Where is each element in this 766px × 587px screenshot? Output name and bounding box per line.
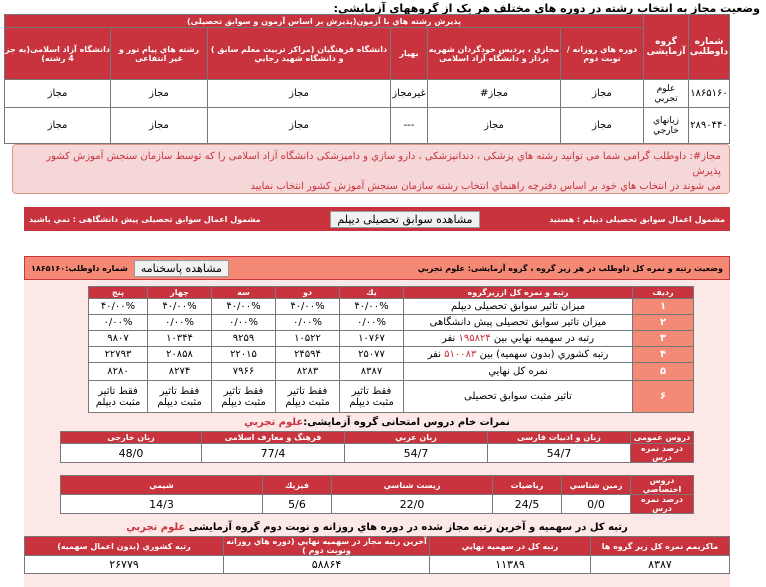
special-col-header: شيمي bbox=[61, 476, 263, 495]
col-daily-header: دوره هاي روزانه / نوبت دوم bbox=[561, 28, 644, 80]
candidate-number: شماره داوطلب:۱۸۶۵۱۶۰ bbox=[31, 263, 128, 273]
rank-col-header: رتبه و نمره كل اززيرگروه bbox=[404, 287, 633, 299]
status-cell: مجاز bbox=[111, 80, 208, 108]
table-cell: ۸۲۸۳ bbox=[276, 363, 340, 381]
col-group-header: گروه آزمایشی bbox=[644, 15, 689, 80]
page-title: وضعیت مجاز به انتخاب رشته در دوره هاي مختلف هر یک از گروههاي آزمایشی: bbox=[333, 2, 760, 15]
table-cell: 14/3 bbox=[61, 495, 263, 514]
row-label: درصد نمره درس bbox=[631, 495, 694, 514]
table-cell: ۷۹۶۶ bbox=[212, 363, 276, 381]
label-text: رتبه در سهميه نهايي بين bbox=[490, 333, 595, 344]
row-number: ۱ bbox=[633, 299, 694, 315]
final-col-header: رتبه كل در سهميه نهايي bbox=[430, 537, 591, 556]
row-number: ۶ bbox=[633, 381, 694, 413]
final-rank-title-text: رتبه کل در سهمیه و آخرین رتبه مجاز شده در دوره هاي روزانه و نوبت دوم گروه آزمايشی bbox=[188, 522, 628, 533]
view-diploma-records-button[interactable]: مشاهده سوابق تحصيلی ديپلم bbox=[330, 211, 479, 228]
table-cell: 54/7 bbox=[345, 444, 488, 463]
table-cell: ۴۰/۰۰% bbox=[276, 299, 340, 315]
special-col-header: رياضيات bbox=[493, 476, 562, 495]
table-cell: ۲۲۰۱۵ bbox=[212, 347, 276, 363]
table-cell: ۰/۰۰% bbox=[148, 315, 212, 331]
diploma-status-text: مشمول اعمال سوابق تحصيلی ديپلم : هستيد bbox=[549, 214, 725, 224]
table-cell: 48/0 bbox=[61, 444, 202, 463]
table-row bbox=[89, 381, 694, 413]
rank-col-header: چهار bbox=[148, 287, 212, 299]
table-cell: ۲۶۷۷۹ bbox=[25, 556, 224, 574]
general-col-header: زبان خارجی bbox=[61, 432, 202, 444]
table-cell: ۲۲۷۹۳ bbox=[89, 347, 148, 363]
table-cell: فقط تاثير مثبت ديپلم bbox=[340, 381, 404, 413]
col-farhangian-header: دانشگاه فرهنگيان (مراكز تربيت معلم سابق ) و دانشگاه شهيد رجايي bbox=[208, 28, 391, 80]
table-row bbox=[61, 444, 694, 463]
table-row bbox=[89, 315, 694, 331]
notice-line-2: می شوند در انتخاب هاي خود بر اساس دفترچه راهنماي انتخاب رشته سازمان سنجش آموزش كشور انتخاب نماييد bbox=[250, 181, 721, 192]
row-label bbox=[404, 347, 633, 363]
special-col-header: دروس اختصاصي bbox=[631, 476, 694, 495]
table-cell: ۲۰۸۵۸ bbox=[148, 347, 212, 363]
table-row bbox=[25, 556, 730, 574]
table-cell: ۴۰/۰۰% bbox=[89, 299, 148, 315]
final-col-header: آخرين رتبه مجاز در سهميه نهايي (دوره هاي روزانه ونوبت دوم ) bbox=[224, 537, 430, 556]
diploma-status-bar bbox=[24, 207, 730, 231]
row-number: ۴ bbox=[633, 347, 694, 363]
table-cell: فقط تاثير مثبت ديپلم bbox=[89, 381, 148, 413]
table-cell: ۲۴۵۹۴ bbox=[276, 347, 340, 363]
row-label: نمره كل نهايي bbox=[404, 363, 633, 381]
status-cell: مجاز bbox=[561, 80, 644, 108]
rank-col-header: دو bbox=[276, 287, 340, 299]
rank-panel bbox=[24, 256, 730, 587]
col-paramedical-header: مجازي ، پرديس خودگردان شهريه پرداز و دانشگاه آزاد اسلامی bbox=[428, 28, 561, 80]
status-cell: مجاز bbox=[5, 108, 111, 144]
row-label: درصد نمره درس bbox=[631, 444, 694, 463]
candidate-id: ۱۸۶۵۱۶۰ bbox=[689, 80, 730, 108]
row-label: تاثير مثبت سوابق تحصيلی bbox=[404, 381, 633, 413]
special-col-header: زيست شناسي bbox=[332, 476, 493, 495]
notice-box bbox=[12, 144, 730, 194]
general-courses-table bbox=[60, 431, 694, 463]
general-col-header: فرهنگ و معارف اسلامی bbox=[202, 432, 345, 444]
status-cell: مجاز# bbox=[428, 80, 561, 108]
general-col-header: دروس عمومی bbox=[631, 432, 694, 444]
table-cell: 0/0 bbox=[562, 495, 631, 514]
col-azad-header: دانشگاه آزاد اسلامی(به جز 4 رشته) bbox=[5, 28, 111, 80]
raw-scores-title bbox=[24, 417, 730, 428]
table-row bbox=[89, 331, 694, 347]
general-col-header: زبان و ادبيات فارسی bbox=[488, 432, 631, 444]
table-cell: ۱۱۳۸۹ bbox=[430, 556, 591, 574]
table-cell: ۹۸۰۷ bbox=[89, 331, 148, 347]
status-cell: مجاز bbox=[428, 108, 561, 144]
notice-line-1: مجاز#: داوطلب گرامی شما می توانید رشته هاي پزشکی ، دندانپزشکی ، دارو سازي و دامپزشکی دانشگاه آزاد اسلامی را كه توسط سازمان سنجش آموزش كشور پذيرش bbox=[46, 151, 721, 177]
table-cell: ۱۰۳۴۴ bbox=[148, 331, 212, 347]
table-cell: فقط تاثير مثبت ديپلم bbox=[212, 381, 276, 413]
candidate-id: ۲۸۹۰۴۴۰ bbox=[689, 108, 730, 144]
table-cell: ۴۰/۰۰% bbox=[212, 299, 276, 315]
table-cell: ۲۵۰۷۷ bbox=[340, 347, 404, 363]
label-text: رتبه كشوري (بدون سهميه) بين bbox=[476, 349, 609, 360]
rank-header-title: وضعیت رتبه و نمره کل داوطلب در هر زیر گروه ، گروه آزمایشی: علوم تجربي bbox=[417, 263, 723, 273]
table-cell: 22/0 bbox=[332, 495, 493, 514]
table-cell: فقط تاثير مثبت ديپلم bbox=[148, 381, 212, 413]
row-label: ميزان تاثير سوابق تحصيلی ديپلم bbox=[404, 299, 633, 315]
rank-col-header: يك bbox=[340, 287, 404, 299]
group-name: زبانهاي خارجي bbox=[644, 108, 689, 144]
table-cell: فقط تاثير مثبت ديپلم bbox=[276, 381, 340, 413]
row-number: ۲ bbox=[633, 315, 694, 331]
table-cell: ۸۲۸۰ bbox=[89, 363, 148, 381]
table-cell: ۵۸۸۶۴ bbox=[224, 556, 430, 574]
table-cell: ۰/۰۰% bbox=[212, 315, 276, 331]
label-text: نفر bbox=[441, 333, 459, 344]
preuniversity-status-text: مشمول اعمال سوابق تحصيلی پيش دانشگاهی : نمي باشيد bbox=[29, 214, 261, 224]
table-row bbox=[5, 80, 730, 108]
raw-scores-title-text: نمرات خام دروس امتحانی گروه آزمايشی: bbox=[303, 417, 510, 428]
general-col-header: زبان عربي bbox=[345, 432, 488, 444]
row-label: ميزان تاثير سوابق تحصيلی پيش دانشگاهی bbox=[404, 315, 633, 331]
special-col-header: فيزيك bbox=[263, 476, 332, 495]
table-cell: 5/6 bbox=[263, 495, 332, 514]
rank-header bbox=[24, 256, 730, 280]
group-name: علوم تجربي bbox=[644, 80, 689, 108]
final-col-header: رتبه كشوري (بدون اعمال سهميه) bbox=[25, 537, 224, 556]
rank-col-header: پنج bbox=[89, 287, 148, 299]
label-count: ۵۱۰۰۸۳ bbox=[444, 349, 477, 360]
final-rank-table bbox=[24, 536, 730, 574]
table-cell: ۸۲۷۴ bbox=[148, 363, 212, 381]
final-col-header: ماكزيمم نمره كل زير گروه ها bbox=[591, 537, 730, 556]
row-number: ۵ bbox=[633, 363, 694, 381]
table-cell: 54/7 bbox=[488, 444, 631, 463]
table-cell: ۸۳۸۷ bbox=[340, 363, 404, 381]
table-row bbox=[89, 299, 694, 315]
label-count: ۱۹۵۸۲۴ bbox=[458, 333, 491, 344]
table-cell: ۴۰/۰۰% bbox=[340, 299, 404, 315]
table-cell: ۰/۰۰% bbox=[89, 315, 148, 331]
table-row bbox=[5, 108, 730, 144]
rank-table bbox=[88, 286, 694, 413]
table-row bbox=[89, 347, 694, 363]
table-cell: ۰/۰۰% bbox=[276, 315, 340, 331]
status-cell: --- bbox=[391, 108, 428, 144]
label-text: نفر bbox=[427, 349, 445, 360]
col-payamnoor-header: رشته هاي پيام نور و غیر انتفاعی bbox=[111, 28, 208, 80]
special-courses-table bbox=[60, 475, 694, 514]
row-number: ۳ bbox=[633, 331, 694, 347]
row-label bbox=[404, 331, 633, 347]
status-cell: غيرمجاز bbox=[391, 80, 428, 108]
raw-scores-group: علوم تجربي bbox=[244, 417, 304, 428]
table-cell: ۴۰/۰۰% bbox=[148, 299, 212, 315]
group-status-table bbox=[4, 14, 730, 144]
rank-col-header: سه bbox=[212, 287, 276, 299]
table-cell: 77/4 bbox=[202, 444, 345, 463]
col-nurse-header: بهیار bbox=[391, 28, 428, 80]
status-cell: مجاز bbox=[561, 108, 644, 144]
table-cell: ۱۰۷۶۷ bbox=[340, 331, 404, 347]
status-cell: مجاز bbox=[111, 108, 208, 144]
col-id-header: شماره داوطلبی bbox=[689, 15, 730, 80]
table-cell: ۹۲۵۹ bbox=[212, 331, 276, 347]
special-col-header: زمين شناسي bbox=[562, 476, 631, 495]
status-cell: مجاز bbox=[5, 80, 111, 108]
rank-col-header: رديف bbox=[633, 287, 694, 299]
table-row bbox=[89, 363, 694, 381]
table-row bbox=[61, 495, 694, 514]
super-header: پذیرش رشته هاي با آزمون(پذیرش بر اساس آزمون و سوابق تحصیلی) bbox=[5, 15, 644, 28]
table-cell: ۰/۰۰% bbox=[340, 315, 404, 331]
table-cell: ۸۳۸۷ bbox=[591, 556, 730, 574]
table-cell: 24/5 bbox=[493, 495, 562, 514]
table-cell: ۱۰۵۲۲ bbox=[276, 331, 340, 347]
final-rank-group: علوم تجربي bbox=[126, 522, 186, 533]
view-answersheet-button[interactable]: مشاهده پاسخنامه bbox=[134, 260, 229, 277]
status-cell: مجاز bbox=[208, 80, 391, 108]
status-cell: مجاز bbox=[208, 108, 391, 144]
final-rank-title bbox=[24, 522, 730, 533]
